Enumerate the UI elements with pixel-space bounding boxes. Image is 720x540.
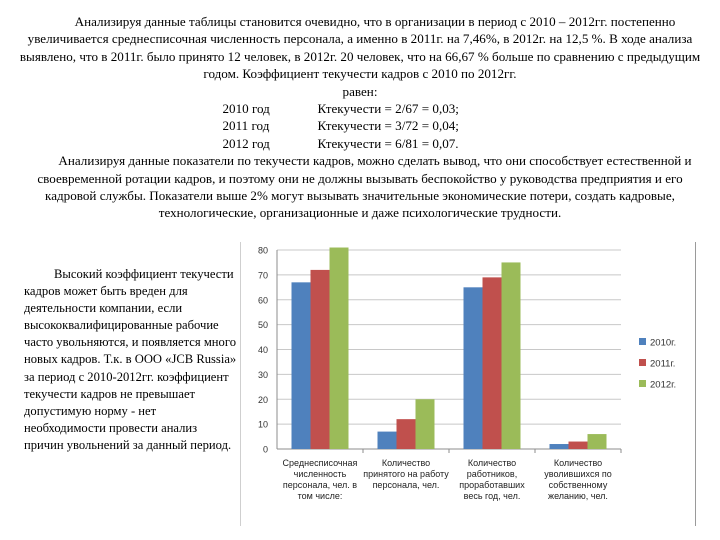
- y-tick-label: 30: [257, 369, 268, 380]
- coef-formula: Ктекучести = 3/72 = 0,04;: [317, 118, 459, 134]
- x-tick-label: Количество работников, проработавших весь год, чел.: [459, 458, 525, 501]
- bar: [416, 399, 435, 449]
- x-tick-label: Среднесписочная численность персонала, чел. в том числе:: [282, 458, 358, 501]
- bar: [502, 262, 521, 449]
- coef-formula: Ктекучести = 6/81 = 0,07.: [317, 135, 459, 151]
- bar: [311, 270, 330, 449]
- coef-year: 2010 год: [222, 101, 270, 117]
- paragraph-conclusion: Анализируя данные показатели по текучести кадров, можно сделать вывод, что они способствует естественной и своевременной ротации кадров, и поэтому они не должны вызывать беспокойство у руководства предприятия и его кадровой службы. Показатели выше 2% могут вызывать значительные экономические потери, создать кадровые, технологические, организационные и даже психологические трудности.: [37, 153, 692, 221]
- chart-container: [240, 242, 696, 526]
- x-tick-label: Количество уволившихся по собственному желанию, чел.: [544, 458, 612, 501]
- bar: [550, 444, 569, 449]
- legend-label: 2011г.: [650, 358, 676, 370]
- legend-swatch: [639, 359, 646, 366]
- legend-swatch: [639, 338, 646, 345]
- bar: [464, 287, 483, 449]
- y-tick-label: 70: [257, 270, 268, 281]
- coef-row: [14, 117, 706, 134]
- y-tick-label: 40: [257, 345, 268, 355]
- side-text: [24, 266, 238, 454]
- x-tick-label: Количество принятого на работу персонала, чел.: [363, 458, 449, 490]
- y-tick-label: 60: [257, 295, 268, 306]
- legend-swatch: [639, 380, 646, 387]
- coef-year: 2011 год: [222, 118, 270, 134]
- legend-label: 2012г.: [650, 379, 677, 391]
- bar: [292, 282, 311, 449]
- bar: [378, 432, 397, 449]
- coef-row: [14, 100, 706, 117]
- y-tick-label: 0: [262, 444, 268, 455]
- top-text: [14, 13, 706, 222]
- y-tick-label: 20: [257, 394, 268, 405]
- equals-label: равен:: [342, 83, 378, 99]
- legend-label: 2010г.: [650, 337, 677, 349]
- bar-chart: [241, 242, 695, 526]
- coef-year: 2012 год: [222, 135, 270, 151]
- side-paragraph: Высокий коэффициент текучести кадров может быть вреден для деятельности компании, если высококвалифицированные рабочие часто увольняются, и появляется много новых кадров. Т.к. в ООО «JCB Russia» за период с 2010-2012гг. коэффициент текучести кадров не превышает допустимую норму - нет необходимости провести анализ причин увольнений за данный период.: [24, 267, 237, 452]
- coef-row: [14, 135, 706, 152]
- bar: [588, 434, 607, 449]
- y-tick-label: 10: [257, 419, 268, 430]
- bar: [483, 277, 502, 449]
- y-tick-label: 50: [257, 320, 268, 331]
- y-tick-label: 80: [257, 245, 268, 256]
- coef-formula: Ктекучести = 2/67 = 0,03;: [317, 101, 459, 117]
- bar: [569, 442, 588, 449]
- paragraph-intro: Анализируя данные таблицы становится очевидно, что в организации в период с 2010 – 2012гг. постепенно увеличивается среднесписочная численность персонала, а именно в 2011г. на 7,46%, в 2012г. на 12,5 %. В ходе анализа выявлено, что в 2011г. было принято 12 человек, в 2012г. 20 человек, что на 66,67 % больше по сравнению с предыдущим годом. Коэффициент текучести кадров с 2010 по 2012гг.: [19, 14, 701, 82]
- bar: [397, 419, 416, 449]
- bar: [330, 248, 349, 449]
